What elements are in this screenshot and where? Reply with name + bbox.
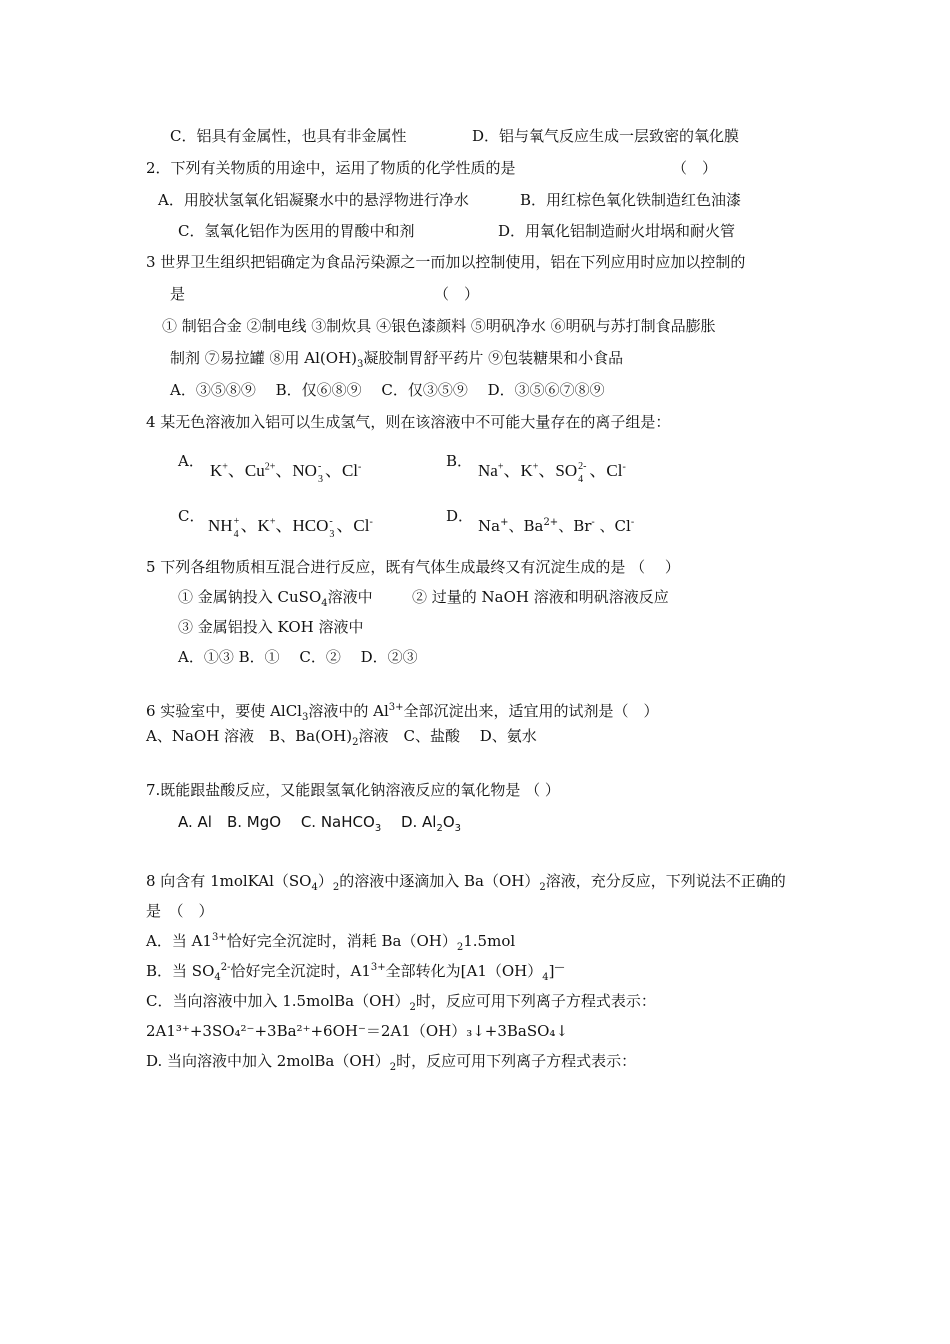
q2-option-d: D．用氧化铝制造耐火坩埚和耐火管 (498, 222, 736, 240)
q4-label-c: C． (178, 507, 205, 525)
q5-item-2: ② 过量的 NaOH 溶液和明矾溶液反应 (412, 588, 669, 606)
q5-stem: 5 下列各组物质相互混合进行反应，既有气体生成最终又有沉淀生成的是 （ ） (146, 558, 680, 576)
q2-option-b: B．用红棕色氧化铁制造红色油漆 (520, 191, 742, 209)
q3-stem: 3 世界卫生组织把铝确定为食品污染源之一而加以控制使用，铝在下列应用时应加以控制的 (146, 253, 746, 271)
q4-ions-d: Na+、$Ba^{2+}$、Br- 、Cl- (478, 517, 635, 535)
q2-answer-paren: （ ） (672, 159, 718, 177)
q8-option-c: C．当向溶液中加入 $1.5molBa(OH)_2$时，反应可用下列离子方程式表示： (146, 992, 656, 1013)
q3-options: A．③⑤⑧⑨ B．仅⑥⑧⑨ C．仅③⑤⑨ D．③⑤⑥⑦⑧⑨ (170, 381, 605, 399)
q5-item-3: ③ 金属铝投入 KOH 溶液中 (178, 618, 364, 636)
q4-ions-c: NH + 4 、K+、HCO - 3 、Cl- (208, 516, 373, 541)
q2-option-a: A．用胶状氢氧化铝凝聚水中的悬浮物进行净水 (158, 191, 469, 209)
q8-option-b: B．当 $SO_4^{2-}$恰好完全沉淀时，$A1^{3+}$全部转化为$[A1(OH)_4]^—$ (146, 962, 565, 983)
q6-stem: 6 实验室中，要使 AlCl$_3$溶液中的 $Al^{3+}$全部沉淀出来，适宜用的试剂是（ ） (146, 702, 659, 723)
q7-stem: 7.既能跟盐酸反应，又能跟氢氧化钠溶液反应的氧化物是 （ ） (146, 781, 560, 799)
q3-items-line2: 制剂 ⑦易拉罐 ⑧用 $Al(OH)_3$凝胶制胃舒平药片 ⑨包装糖果和小食品 (170, 349, 624, 370)
q2-option-c: C．氢氧化铝作为医用的胃酸中和剂 (178, 222, 415, 240)
q1-option-d: D．铝与氧气反应生成一层致密的氧化膜 (472, 127, 740, 145)
q4-ions-b: Na+、K+、SO 2- 4 、Cl- (478, 461, 626, 486)
q8-option-d: D. 当向溶液中加入 $2molBa(OH)_2$时，反应可用下列离子方程式表示： (146, 1052, 637, 1073)
q4-ions-a: K+、$Cu^{2+}$、NO - 3 、Cl- (210, 461, 362, 486)
q3-stem-cont: 是 (170, 285, 186, 303)
q2-stem: 2．下列有关物质的用途中，运用了物质的化学性质的是 (146, 159, 516, 177)
q5-item-1: ① 金属钠投入 CuSO$_4$溶液中 (178, 588, 373, 609)
q4-label-d: D． (446, 507, 474, 525)
q3-answer-paren: （ ） (434, 285, 480, 303)
q8-option-a: A．当 $A1^{3+}$恰好完全沉淀时，消耗 $Ba(OH)_21.5mol$ (146, 932, 516, 953)
q7-options: A. Al B. MgO C. NaHCO$_3$ D. $Al_2O_3$ (178, 813, 462, 834)
q8-ionic-equation: 2A1³⁺+3SO₄²⁻+3Ba²⁺+6OH⁻＝2A1（OH）₃↓+3BaSO₄↓ (146, 1022, 569, 1040)
q4-label-b: B． (446, 452, 473, 470)
q4-label-a: A． (178, 452, 204, 470)
q5-options: A．①③ B．① C．② D．②③ (178, 648, 418, 666)
q4-stem: 4 某无色溶液加入铝可以生成氢气，则在该溶液中不可能大量存在的离子组是： (146, 413, 671, 431)
q3-items-line1: ① 制铝合金 ②制电线 ③制炊具 ④银色漆颜料 ⑤明矾净水 ⑥明矾与苏打制食品膨胀 (162, 317, 716, 335)
q8-stem: 8 向含有 $1molKAl(SO_4)_2$的溶液中逐滴加入 $Ba(OH)_2$溶液，充分反应，下列说法不正确的 (146, 872, 786, 893)
q8-stem-cont: 是 （ ） (146, 902, 214, 920)
q6-options: A、NaOH 溶液 B、$Ba(OH)_2$溶液 C、盐酸 D、氨水 (146, 727, 537, 748)
q1-option-c: C．铝具有金属性，也具有非金属性 (170, 127, 407, 145)
